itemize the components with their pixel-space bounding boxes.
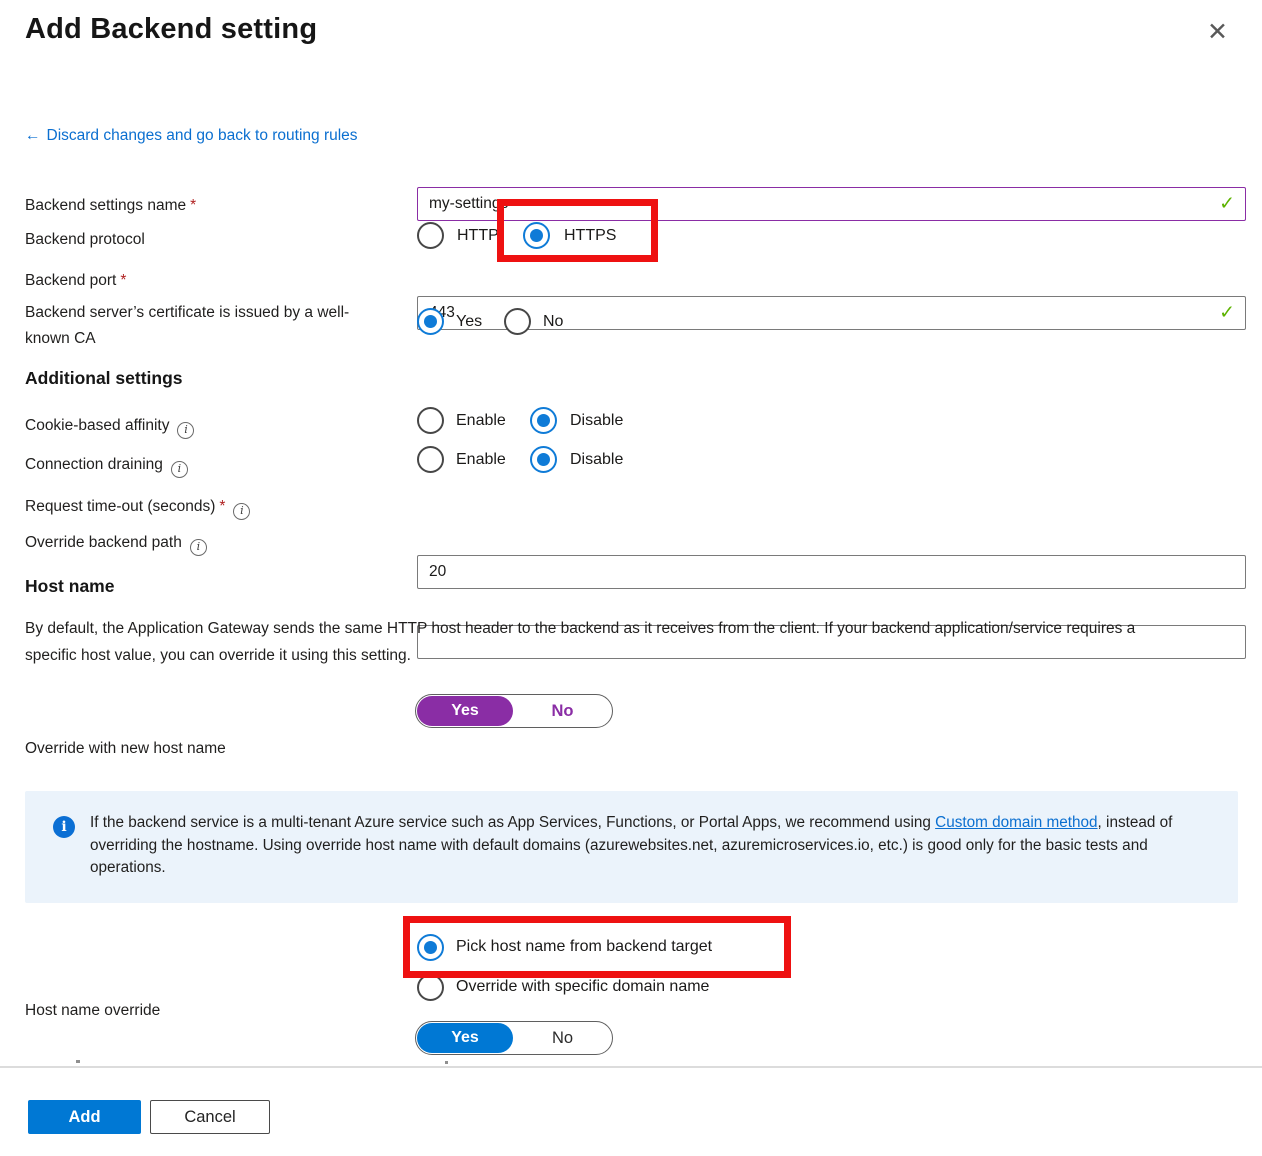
info-icon[interactable]: i xyxy=(190,539,207,556)
override-specific-domain-label[interactable]: Override with specific domain name xyxy=(456,978,710,995)
cookie-affinity-label: Cookie-based affinity i xyxy=(25,413,194,439)
discard-back-link[interactable] xyxy=(25,127,358,145)
backend-port-input-wrap xyxy=(417,296,1246,330)
host-name-description: By default, the Application Gateway sends the same HTTP host header to the backend as it receives from the client. If your backend application/service requires a specific host value, you can override it using this setting. xyxy=(25,620,1136,664)
cert-no-label[interactable]: No xyxy=(543,313,564,330)
override-new-host-label: Override with new host name xyxy=(25,740,226,757)
back-link-label: Discard changes and go back to routing rules xyxy=(46,127,358,144)
request-timeout-input-wrap xyxy=(417,555,1246,589)
cookie-disable-radio[interactable] xyxy=(530,407,557,434)
required-marker: * xyxy=(190,197,197,214)
cert-wellknown-ca-label: Backend server’s certificate is issued by a well-known CA xyxy=(25,304,350,347)
override-new-host-toggle[interactable] xyxy=(415,694,613,728)
cookie-disable-label[interactable]: Disable xyxy=(570,412,624,429)
host-name-override-toggle[interactable] xyxy=(415,1021,613,1055)
override-specific-domain-radio[interactable] xyxy=(417,974,444,1001)
draining-enable-label[interactable]: Enable xyxy=(456,451,506,468)
pick-host-from-backend-label[interactable]: Pick host name from backend target xyxy=(456,938,713,955)
info-note-text: If the backend service is a multi-tenant Azure service such as App Services, Functions, or Portal Apps, we recommend using Custom domain method, instead of overriding the hostname. Using override host name with default domains (azurewebsites.net, azuremicroservices.io, etc.) is good only for the basic tests and operations. xyxy=(90,814,1173,876)
protocol-http-radio[interactable] xyxy=(417,222,444,249)
valid-check-icon: ✓ xyxy=(1219,193,1235,215)
backend-settings-name-input-wrap xyxy=(417,187,1246,221)
cert-yes-radio[interactable] xyxy=(417,308,444,335)
toggle-yes[interactable]: Yes xyxy=(417,696,513,726)
backend-settings-name-input[interactable] xyxy=(418,188,1245,220)
footer-divider xyxy=(0,1066,1262,1068)
cert-no-radio[interactable] xyxy=(504,308,531,335)
draining-disable-label[interactable]: Disable xyxy=(570,451,624,468)
info-filled-icon: i xyxy=(53,816,75,838)
cookie-enable-radio[interactable] xyxy=(417,407,444,434)
add-button[interactable]: Add xyxy=(28,1100,141,1134)
additional-settings-heading: Additional settings xyxy=(25,368,183,388)
toggle-no[interactable]: No xyxy=(551,701,574,720)
host-name-heading: Host name xyxy=(25,576,115,596)
override-backend-path-label: Override backend path i xyxy=(25,530,207,556)
required-marker: * xyxy=(120,272,127,289)
backend-protocol-label: Backend protocol xyxy=(25,231,145,248)
info-icon[interactable]: i xyxy=(171,461,188,478)
close-icon[interactable]: ✕ xyxy=(1207,18,1228,46)
request-timeout-input[interactable] xyxy=(418,556,1245,588)
custom-domain-method-link[interactable]: Custom domain method xyxy=(935,814,1098,831)
draining-disable-radio[interactable] xyxy=(530,446,557,473)
protocol-http-label[interactable]: HTTP xyxy=(457,227,499,244)
toggle-yes[interactable]: Yes xyxy=(417,1023,513,1053)
valid-check-icon: ✓ xyxy=(1219,302,1235,324)
info-icon[interactable]: i xyxy=(177,422,194,439)
pick-host-from-backend-radio[interactable] xyxy=(417,934,444,961)
toggle-no[interactable]: No xyxy=(551,1028,574,1047)
request-timeout-label: Request time-out (seconds) * i xyxy=(25,494,250,520)
page-title: Add Backend setting xyxy=(25,13,318,45)
back-arrow-icon: ← xyxy=(25,127,41,144)
connection-draining-label: Connection draining i xyxy=(25,452,188,478)
draining-enable-radio[interactable] xyxy=(417,446,444,473)
host-name-override-label: Host name override xyxy=(25,1002,161,1019)
cert-yes-label[interactable]: Yes xyxy=(456,313,483,330)
cancel-button[interactable]: Cancel xyxy=(150,1100,270,1134)
cookie-enable-label[interactable]: Enable xyxy=(456,412,506,429)
required-marker: * xyxy=(219,498,226,515)
protocol-https-label[interactable]: HTTPS xyxy=(564,227,617,244)
clipped-content-fragment xyxy=(445,1061,448,1064)
protocol-https-radio[interactable] xyxy=(523,222,550,249)
info-note-box xyxy=(25,791,1238,903)
info-icon[interactable]: i xyxy=(233,503,250,520)
clipped-content-fragment xyxy=(76,1060,80,1063)
backend-settings-name-label: Backend settings name * xyxy=(25,197,197,214)
backend-port-label: Backend port * xyxy=(25,272,127,289)
